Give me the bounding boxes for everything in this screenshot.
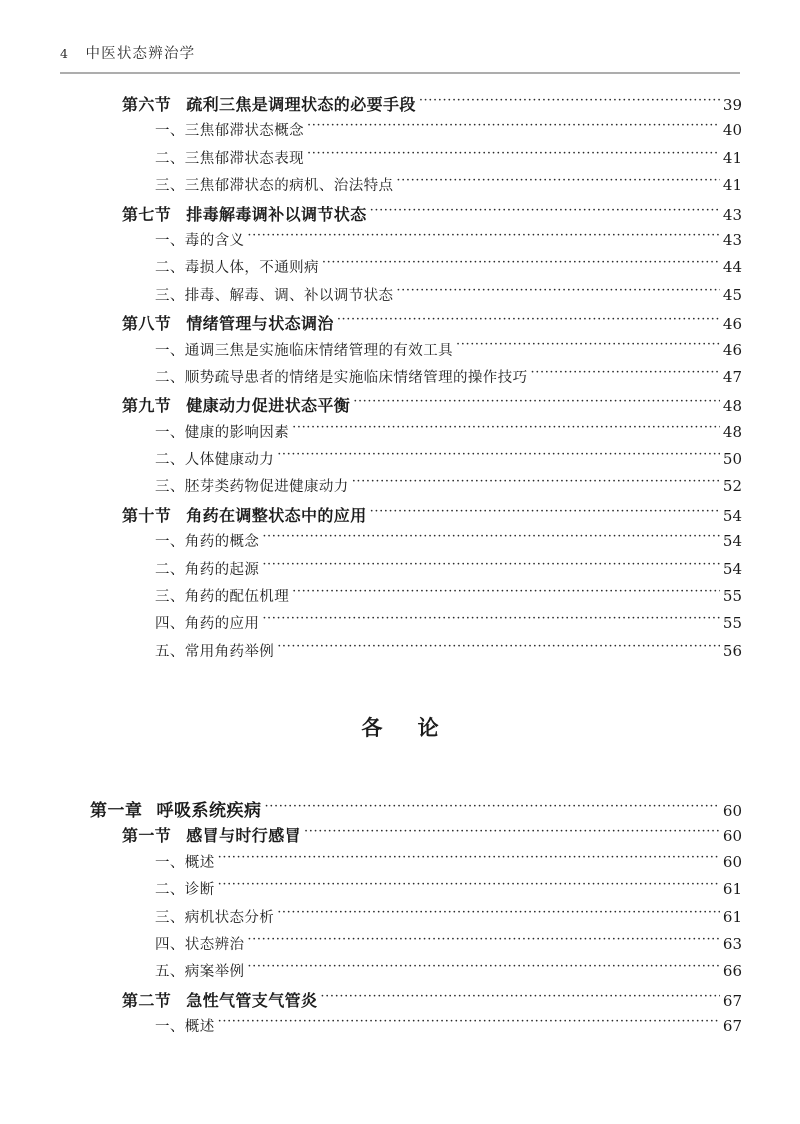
- toc-entry-title: 二、诊断: [155, 882, 215, 899]
- toc-entry-label: [0, 119, 304, 140]
- toc-entry-title: 三、胚芽类药物促进健康动力: [155, 479, 349, 496]
- toc-entry[interactable]: [0, 640, 800, 667]
- toc-dot-leader: [218, 877, 720, 893]
- toc-entry[interactable]: [0, 612, 800, 639]
- toc-dot-leader: [218, 850, 720, 866]
- toc-entry-title: 三、三焦郁滞状态的病机、治法特点: [155, 178, 394, 195]
- toc-dot-leader: [247, 959, 720, 975]
- toc-entry-page-number: 47: [722, 367, 742, 386]
- toc-entry-label: [0, 612, 259, 633]
- toc-dot-leader: [262, 557, 720, 573]
- toc-entry-label: [0, 585, 289, 606]
- toc-entry-page-number: 54: [722, 506, 742, 525]
- toc-dot-leader: [262, 611, 720, 627]
- toc-entry-label: [0, 1015, 215, 1036]
- toc-entry-title: 三、角药的配伍机理: [155, 589, 290, 606]
- toc-entry-title: 呼吸系统疾病: [156, 801, 262, 821]
- toc-entry-label: [0, 796, 262, 821]
- toc-entry-page-number: 46: [722, 315, 742, 334]
- toc-entry[interactable]: [0, 339, 800, 366]
- toc-entry-number: 第九节: [122, 396, 172, 416]
- toc-entry[interactable]: [0, 119, 800, 146]
- toc-entry-title: 二、人体健康动力: [155, 452, 275, 469]
- toc-entry[interactable]: [0, 92, 800, 119]
- running-header: [60, 42, 740, 63]
- toc-entry-page-number: 67: [722, 991, 742, 1010]
- toc-entry[interactable]: [0, 174, 800, 201]
- toc-entry-title: 疏利三焦是调理状态的必要手段: [186, 95, 416, 114]
- toc-entry-title: 二、角药的起源: [155, 561, 260, 578]
- toc-entry-page-number: 44: [722, 258, 742, 277]
- toc-entry[interactable]: [0, 878, 800, 905]
- toc-entry-number: 第一节: [122, 826, 172, 846]
- toc-entry-page-number: 39: [722, 96, 742, 114]
- book-title: 中医状态辨治学: [85, 46, 196, 62]
- toc-entry-number: 第一章: [90, 801, 143, 821]
- toc-dot-leader: [292, 420, 720, 436]
- toc-entry-number: 第七节: [122, 204, 172, 224]
- toc-entry-page-number: 63: [722, 934, 742, 953]
- toc-entry-title: 一、三焦郁滞状态概念: [155, 123, 304, 140]
- toc-entry[interactable]: [0, 960, 800, 987]
- toc-entry-page-number: 55: [722, 587, 742, 606]
- toc-dot-leader: [218, 1014, 720, 1030]
- toc-entry-title: 二、顺势疏导患者的情绪是实施临床情绪管理的操作技巧: [155, 369, 528, 386]
- toc-entry-label: [0, 147, 304, 168]
- toc-dot-leader: [277, 905, 720, 921]
- toc-entry[interactable]: [0, 366, 800, 393]
- toc-entry-title: 一、概述: [155, 1019, 215, 1036]
- toc-entry-label: [0, 530, 259, 551]
- toc-entry[interactable]: [0, 1015, 800, 1042]
- toc-entry-number: 第二节: [122, 990, 172, 1010]
- toc-entry-title: 感冒与时行感冒: [186, 826, 302, 846]
- toc-list-part-two: [0, 796, 800, 1043]
- toc-entry[interactable]: [0, 530, 800, 557]
- toc-entry-label: [0, 229, 244, 250]
- toc-entry-page-number: 66: [722, 962, 742, 981]
- toc-entry-label: [0, 558, 259, 579]
- toc-dot-leader: [277, 447, 720, 463]
- toc-entry-title: 五、病案举例: [155, 964, 245, 981]
- toc-dot-leader: [292, 584, 720, 600]
- toc-entry-page-number: 45: [722, 285, 742, 304]
- toc-entry-title: 情绪管理与状态调治: [186, 314, 334, 334]
- toc-dot-leader: [456, 338, 720, 354]
- toc-entry-title: 一、角药的概念: [155, 534, 260, 551]
- toc-entry[interactable]: [0, 147, 800, 174]
- toc-entry-label: [0, 988, 317, 1011]
- toc-entry-label: [0, 284, 393, 305]
- toc-entry-page-number: 41: [722, 148, 742, 167]
- toc-entry-page-number: 61: [722, 907, 742, 926]
- toc-dot-leader: [262, 529, 720, 545]
- toc-list-part-one: [0, 92, 800, 667]
- toc-dot-leader: [307, 118, 720, 134]
- toc-entry-page-number: 43: [722, 230, 742, 249]
- toc-entry[interactable]: [0, 851, 800, 878]
- toc-entry-label: [0, 640, 274, 661]
- toc-entry-title: 角药在调整状态中的应用: [186, 505, 367, 525]
- toc-entry-label: [0, 202, 367, 225]
- toc-entry-label: [0, 475, 349, 496]
- toc-dot-leader: [304, 824, 720, 840]
- toc-entry[interactable]: [0, 311, 800, 338]
- toc-entry[interactable]: [0, 933, 800, 960]
- toc-dot-leader: [277, 639, 720, 655]
- toc-dot-leader: [353, 394, 720, 410]
- toc-dot-leader: [320, 989, 720, 1005]
- toc-dot-leader: [531, 365, 721, 381]
- toc-entry-label: [0, 933, 244, 954]
- toc-dot-leader: [352, 474, 720, 490]
- toc-entry-label: [0, 421, 289, 442]
- toc-entry[interactable]: [0, 503, 800, 530]
- toc-entry-number: 第六节: [122, 95, 172, 114]
- toc-entry-title: 四、状态辨治: [155, 936, 245, 953]
- toc-entry-title: 一、毒的含义: [155, 232, 245, 249]
- toc-dot-leader: [247, 228, 720, 244]
- toc-entry-title: 急性气管支气管炎: [186, 990, 318, 1010]
- toc-entry[interactable]: [0, 448, 800, 475]
- toc-entry[interactable]: [0, 558, 800, 585]
- toc-entry[interactable]: [0, 585, 800, 612]
- toc-entry[interactable]: [0, 823, 800, 850]
- toc-entry-page-number: 61: [722, 880, 742, 899]
- toc-entry[interactable]: [0, 202, 800, 229]
- toc-entry-label: [0, 339, 453, 360]
- toc-entry-page-number: 54: [722, 532, 742, 551]
- toc-entry-page-number: 55: [722, 614, 742, 633]
- toc-entry-page-number: 40: [722, 121, 742, 140]
- toc-entry[interactable]: [0, 906, 800, 933]
- toc-entry-page-number: 60: [722, 827, 742, 846]
- toc-entry-page-number: 60: [722, 802, 742, 820]
- toc-entry[interactable]: [0, 393, 800, 420]
- toc-dot-leader: [322, 255, 720, 271]
- toc-entry-label: [0, 366, 528, 387]
- toc-dot-leader: [307, 146, 720, 162]
- toc-entry[interactable]: [0, 475, 800, 502]
- toc-entry-label: [0, 92, 416, 115]
- toc-entry-page-number: 41: [722, 176, 742, 195]
- toc-entry-page-number: 50: [722, 450, 742, 469]
- toc-entry-number: 第十节: [122, 505, 172, 525]
- toc-entry-label: [0, 503, 367, 526]
- toc-entry-title: 排毒解毒调补以调节状态: [186, 204, 367, 224]
- toc-entry-label: [0, 256, 319, 277]
- toc-dot-leader: [396, 283, 720, 299]
- toc-entry-label: [0, 311, 334, 334]
- toc-entry-page-number: 48: [722, 397, 742, 416]
- toc-entry-page-number: 60: [722, 852, 742, 871]
- toc-entry-page-number: 43: [722, 205, 742, 224]
- toc-entry-label: [0, 448, 274, 469]
- toc-entry-label: [0, 878, 215, 899]
- toc-entry-title: 五、常用角药举例: [155, 643, 275, 660]
- toc-dot-leader: [370, 203, 720, 219]
- toc-entry-number: 第八节: [122, 314, 172, 334]
- toc-entry-label: [0, 393, 350, 416]
- toc-entry[interactable]: [0, 988, 800, 1015]
- toc-entry-title: 三、病机状态分析: [155, 909, 275, 926]
- toc-dot-leader: [370, 504, 720, 520]
- toc-dot-leader: [396, 173, 720, 189]
- toc-entry-page-number: 56: [722, 641, 742, 660]
- toc-entry-page-number: 48: [722, 422, 742, 441]
- toc-entry-label: [0, 906, 274, 927]
- header-divider-rule: [60, 72, 740, 74]
- toc-entry-title: 三、排毒、解毒、调、补以调节状态: [155, 287, 394, 304]
- toc-entry-title: 一、健康的影响因素: [155, 424, 290, 441]
- toc-entry[interactable]: [0, 229, 800, 256]
- toc-entry[interactable]: [0, 421, 800, 448]
- toc-entry-title: 四、角药的应用: [155, 616, 260, 633]
- toc-dot-leader: [337, 312, 720, 328]
- toc-entry-label: [0, 851, 215, 872]
- toc-entry-title: 一、通调三焦是实施临床情绪管理的有效工具: [155, 342, 453, 359]
- section-divider-heading: 各 论: [361, 715, 453, 740]
- toc-entry-page-number: 52: [722, 477, 742, 496]
- toc-entry-page-number: 67: [722, 1017, 742, 1036]
- toc-dot-leader: [247, 932, 720, 948]
- toc-entry-title: 二、三焦郁滞状态表现: [155, 150, 304, 167]
- toc-entry-label: [0, 960, 244, 981]
- toc-entry-title: 健康动力促进状态平衡: [186, 396, 351, 416]
- toc-entry-page-number: 46: [722, 340, 742, 359]
- toc-dot-leader: [265, 799, 721, 815]
- toc-entry-label: [0, 174, 393, 195]
- toc-entry-page-number: 54: [722, 559, 742, 578]
- toc-entry-title: 二、毒损人体，不通则病: [155, 260, 319, 277]
- toc-entry[interactable]: [0, 284, 800, 311]
- page-folio-number: 4: [60, 46, 69, 61]
- toc-entry[interactable]: [0, 796, 800, 823]
- toc-dot-leader: [419, 93, 720, 109]
- toc-entry-title: 一、概述: [155, 854, 215, 871]
- toc-entry[interactable]: [0, 256, 800, 283]
- toc-entry-label: [0, 823, 301, 846]
